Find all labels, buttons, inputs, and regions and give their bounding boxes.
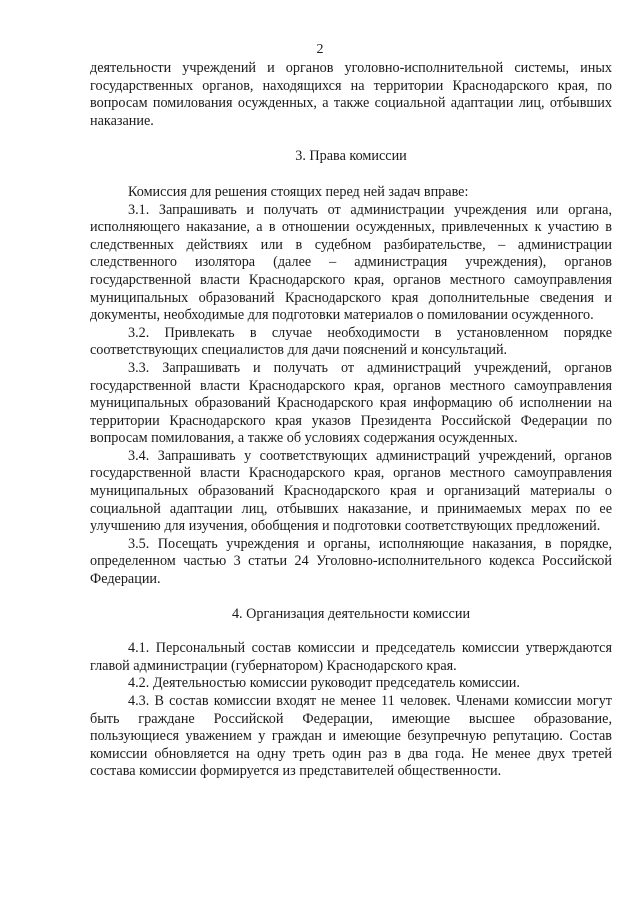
clause-3-5: 3.5. Посещать учреждения и органы, исполняющие наказания, в порядке, определенном частью 3 статьи 24 Уголовно-исполнительного кодекса Российской Федерации. — [90, 535, 612, 588]
clause-3-4: 3.4. Запрашивать у соответствующих администраций учреждений, органов государственной власти Краснодарского края, органов местного самоуправления муниципальных образований Краснодарского края и организаций материалы о социальной адаптации лиц, отбывших наказание, и принимаемых мерах по ее улучшению для изучения, обобщения и подготовки соответствующих предложений. — [90, 447, 612, 535]
page-number: 2 — [316, 42, 324, 57]
clause-3-1: 3.1. Запрашивать и получать от администрации учреждения или органа, исполняющего наказание, а в отношении осужденных, привлеченных к участию в следственных действиях или в судебном разбирательстве, – администрации следственного изолятора (далее – администрация учреждения), органов государственной власти Краснодарского края, органов местного самоуправления муниципальных образований Краснодарского края дополнительные сведения и документы, необходимые для подготовки материалов о помиловании осужденного. — [90, 201, 612, 324]
clause-4-1: 4.1. Персональный состав комиссии и председатель комиссии утверждаются главой администрации (губернатором) Краснодарского края. — [90, 640, 612, 674]
intro-paragraph: деятельности учреждений и органов уголовно-исполнительной системы, иных государственных органов, находящихся на территории Краснодарского края, по вопросам помилования осужденных, а также социальной адаптации лиц, отбывших наказание. — [90, 60, 612, 129]
document-body — [90, 60, 612, 781]
clause-3-3: 3.3. Запрашивать и получать от администраций учреждений, органов государственной власти Краснодарского края, органов местного самоуправления муниципальных образований Краснодарского края информацию об исполнении на территории Краснодарского края указов Президента Российской Федерации по вопросам помилования, а также об условиях содержания осужденных. — [90, 359, 612, 447]
clause-4-2: 4.2. Деятельностью комиссии руководит председатель комиссии. — [128, 675, 520, 692]
section-3-heading: 3. Права комиссии — [295, 148, 407, 165]
section-3-intro: Комиссия для решения стоящих перед ней задач вправе: — [128, 183, 469, 200]
clause-4-3: 4.3. В состав комиссии входят не менее 11 человек. Членами комиссии могут быть граждане Российской Федерации, имеющие высшее образование, пользующиеся уважением у граждан и имеющие безупречную репутацию. Состав комиссии обновляется на одну треть один раз в два года. Не менее двух третей состава комиссии формируется из представителей общественности. — [90, 693, 612, 780]
section-4-heading: 4. Организация деятельности комиссии — [231, 605, 471, 622]
clause-3-2: 3.2. Привлекать в случае необходимости в установленном порядке соответствующих специалистов для дачи пояснений и консультаций. — [90, 324, 612, 359]
